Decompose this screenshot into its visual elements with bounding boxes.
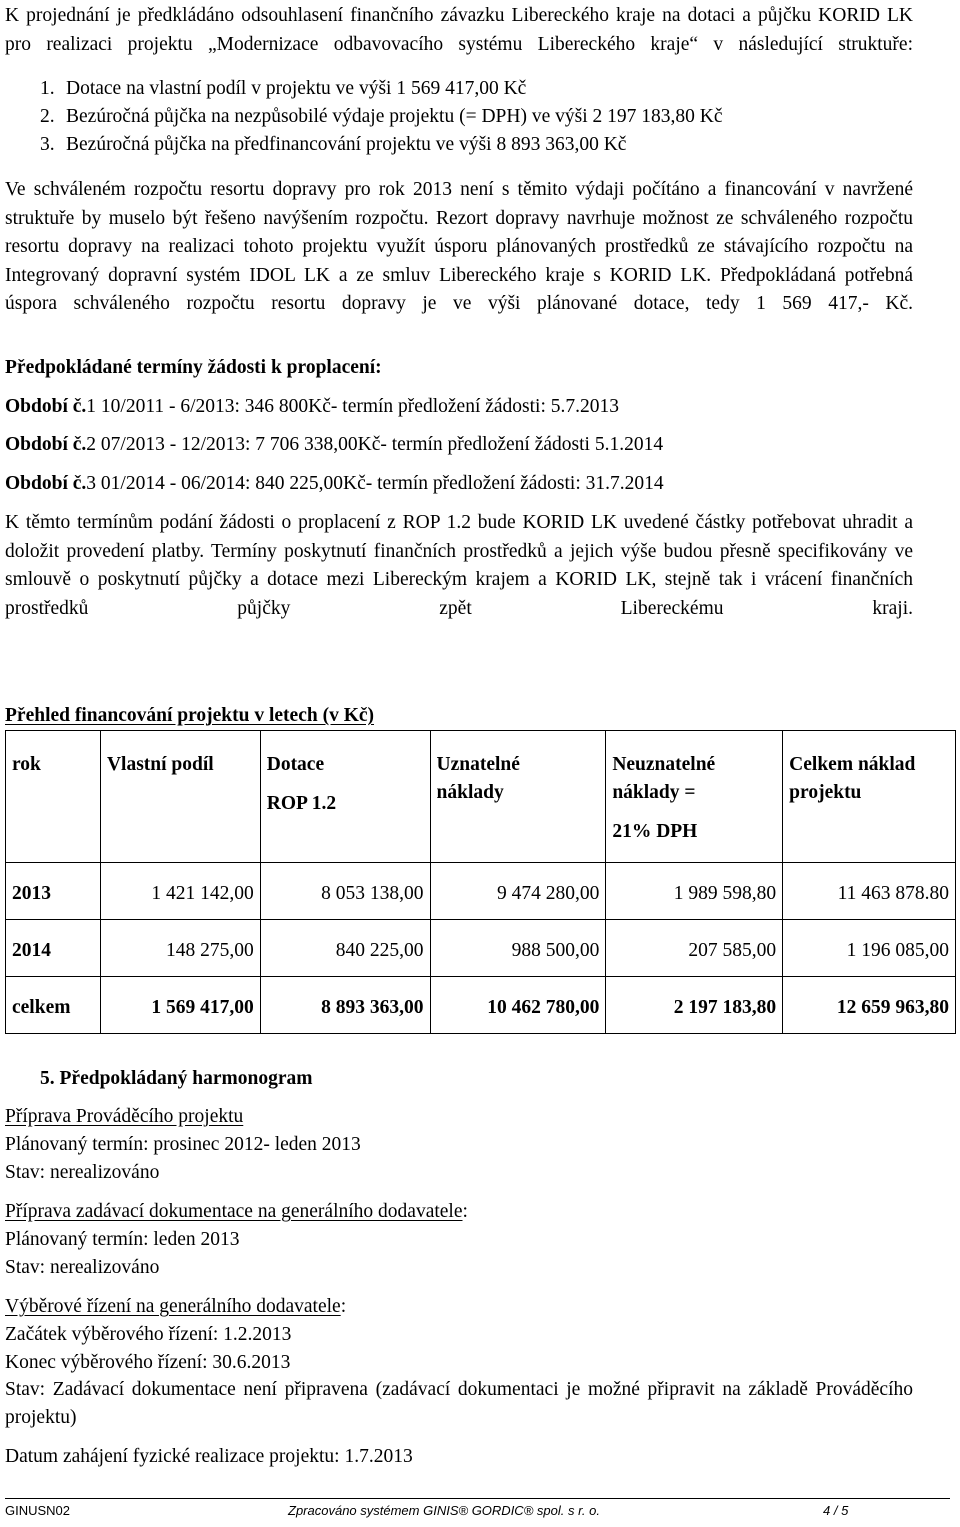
state-paragraph: Stav: Zadávací dokumentace není připravena (zadávací dokumentaci je možné připravit na základě Prováděcího projektu) bbox=[5, 1379, 913, 1428]
section-line: Plánovaný termín: leden 2013 bbox=[5, 1229, 240, 1250]
table-row: 2013 1 421 142,00 8 053 138,00 9 474 280,00 1 989 598,80 11 463 878.80 bbox=[6, 863, 956, 920]
intro-paragraph: K projednání je předkládáno odsouhlasení finančního závazku Libereckého kraje na dotaci a půjčku KORID LK pro realizaci projektu „Modernizace odbavovacího systému Libereckého kraje“ v následující struktuře: bbox=[5, 5, 913, 55]
section-title: Příprava zadávací dokumentace na generálního dodavatele: bbox=[5, 1201, 468, 1222]
period-3: Období č.3 01/2014 - 06/2014: 840 225,00Kč- termín předložení žádosti: 31.7.2014 bbox=[5, 473, 664, 494]
period-2: Období č.2 07/2013 - 12/2013: 7 706 338,00Kč- termín předložení žádosti 5.1.2014 bbox=[5, 434, 664, 455]
table-header-row bbox=[6, 731, 956, 863]
page-footer bbox=[5, 1498, 950, 1518]
header-cell: Uznatelné náklady bbox=[430, 731, 606, 863]
section-title: Příprava Prováděcího projektu bbox=[5, 1106, 244, 1127]
section-line: Konec výběrového řízení: 30.6.2013 bbox=[5, 1352, 291, 1373]
start-date: Datum zahájení fyzické realizace projektu: 1.7.2013 bbox=[5, 1446, 413, 1467]
header-cell: rok bbox=[6, 731, 101, 863]
terms-paragraph: K těmto termínům podání žádosti o proplacení z ROP 1.2 bude KORID LK uvedené částky potřebovat uhradit a doložit provedení platby. Termíny poskytnutí finančních prostředků a jejich výše budou přesně specifikovány ve smlouvě o poskytnutí půjčky a dotace mezi Libereckým krajem a KORID LK, stejně tak i vrácení finančních prostředků půjčky zpět Libereckému kraji. bbox=[5, 512, 913, 619]
footer-page-number: 4 / 5 bbox=[823, 1503, 849, 1518]
list-item: 1. Dotace na vlastní podíl v projektu ve výši 1 569 417,00 Kč bbox=[40, 78, 527, 99]
table-title: Přehled financování projektu v letech (v Kč) bbox=[5, 705, 375, 726]
header-cell: Celkem náklad projektu bbox=[783, 731, 956, 863]
section-line: Začátek výběrového řízení: 1.2.2013 bbox=[5, 1324, 292, 1345]
header-cell: Neuznatelné náklady = 21% DPH bbox=[606, 731, 783, 863]
structure-list bbox=[0, 75, 960, 159]
list-item: 3. Bezúročná půjčka na předfinancování projektu ve výši 8 893 363,00 Kč bbox=[40, 134, 627, 155]
section-line: Stav: nerealizováno bbox=[5, 1162, 160, 1183]
footer-system: Zpracováno systémem GINIS® GORDIC® spol. s r. o. bbox=[288, 1503, 600, 1518]
section-line: Plánovaný termín: prosinec 2012- leden 2013 bbox=[5, 1134, 361, 1155]
header-cell: Dotace ROP 1.2 bbox=[260, 731, 430, 863]
period-1: Období č.1 10/2011 - 6/2013: 346 800Kč- termín předložení žádosti: 5.7.2013 bbox=[5, 396, 620, 417]
table-row: 2014 148 275,00 840 225,00 988 500,00 207 585,00 1 196 085,00 bbox=[6, 920, 956, 977]
table-row-total: celkem 1 569 417,00 8 893 363,00 10 462 780,00 2 197 183,80 12 659 963,80 bbox=[6, 977, 956, 1034]
section-title: Výběrové řízení na generálního dodavatele: bbox=[5, 1296, 347, 1317]
financing-table bbox=[5, 730, 956, 1034]
harmonogram-heading: 5. Předpokládaný harmonogram bbox=[40, 1068, 313, 1089]
footer-code: GINUSN02 bbox=[5, 1503, 71, 1518]
terms-heading: Předpokládané termíny žádosti k proplacení: bbox=[5, 357, 382, 378]
list-item: 2. Bezúročná půjčka na nezpůsobilé výdaje projektu (= DPH) ve výši 2 197 183,80 Kč bbox=[40, 106, 723, 127]
section-line: Stav: nerealizováno bbox=[5, 1257, 160, 1278]
header-cell: Vlastní podíl bbox=[100, 731, 260, 863]
budget-paragraph: Ve schváleném rozpočtu resortu dopravy pro rok 2013 není s těmito výdaji počítáno a financování v navržené struktuře by muselo být řešeno navýšením rozpočtu. Rezort dopravy navrhuje možnost ze schváleného rozpočtu resortu dopravy na realizaci tohoto projektu využít úsporu plánovaných prostředků ze stávajícího rozpočtu na Integrovaný dopravní systém IDOL LK a ze smluv Libereckého kraje s KORID LK. Předpokládaná potřebná úspora schváleného rozpočtu resortu dopravy je ve výši plánované dotace, tedy 1 569 417,- Kč. bbox=[5, 179, 913, 314]
